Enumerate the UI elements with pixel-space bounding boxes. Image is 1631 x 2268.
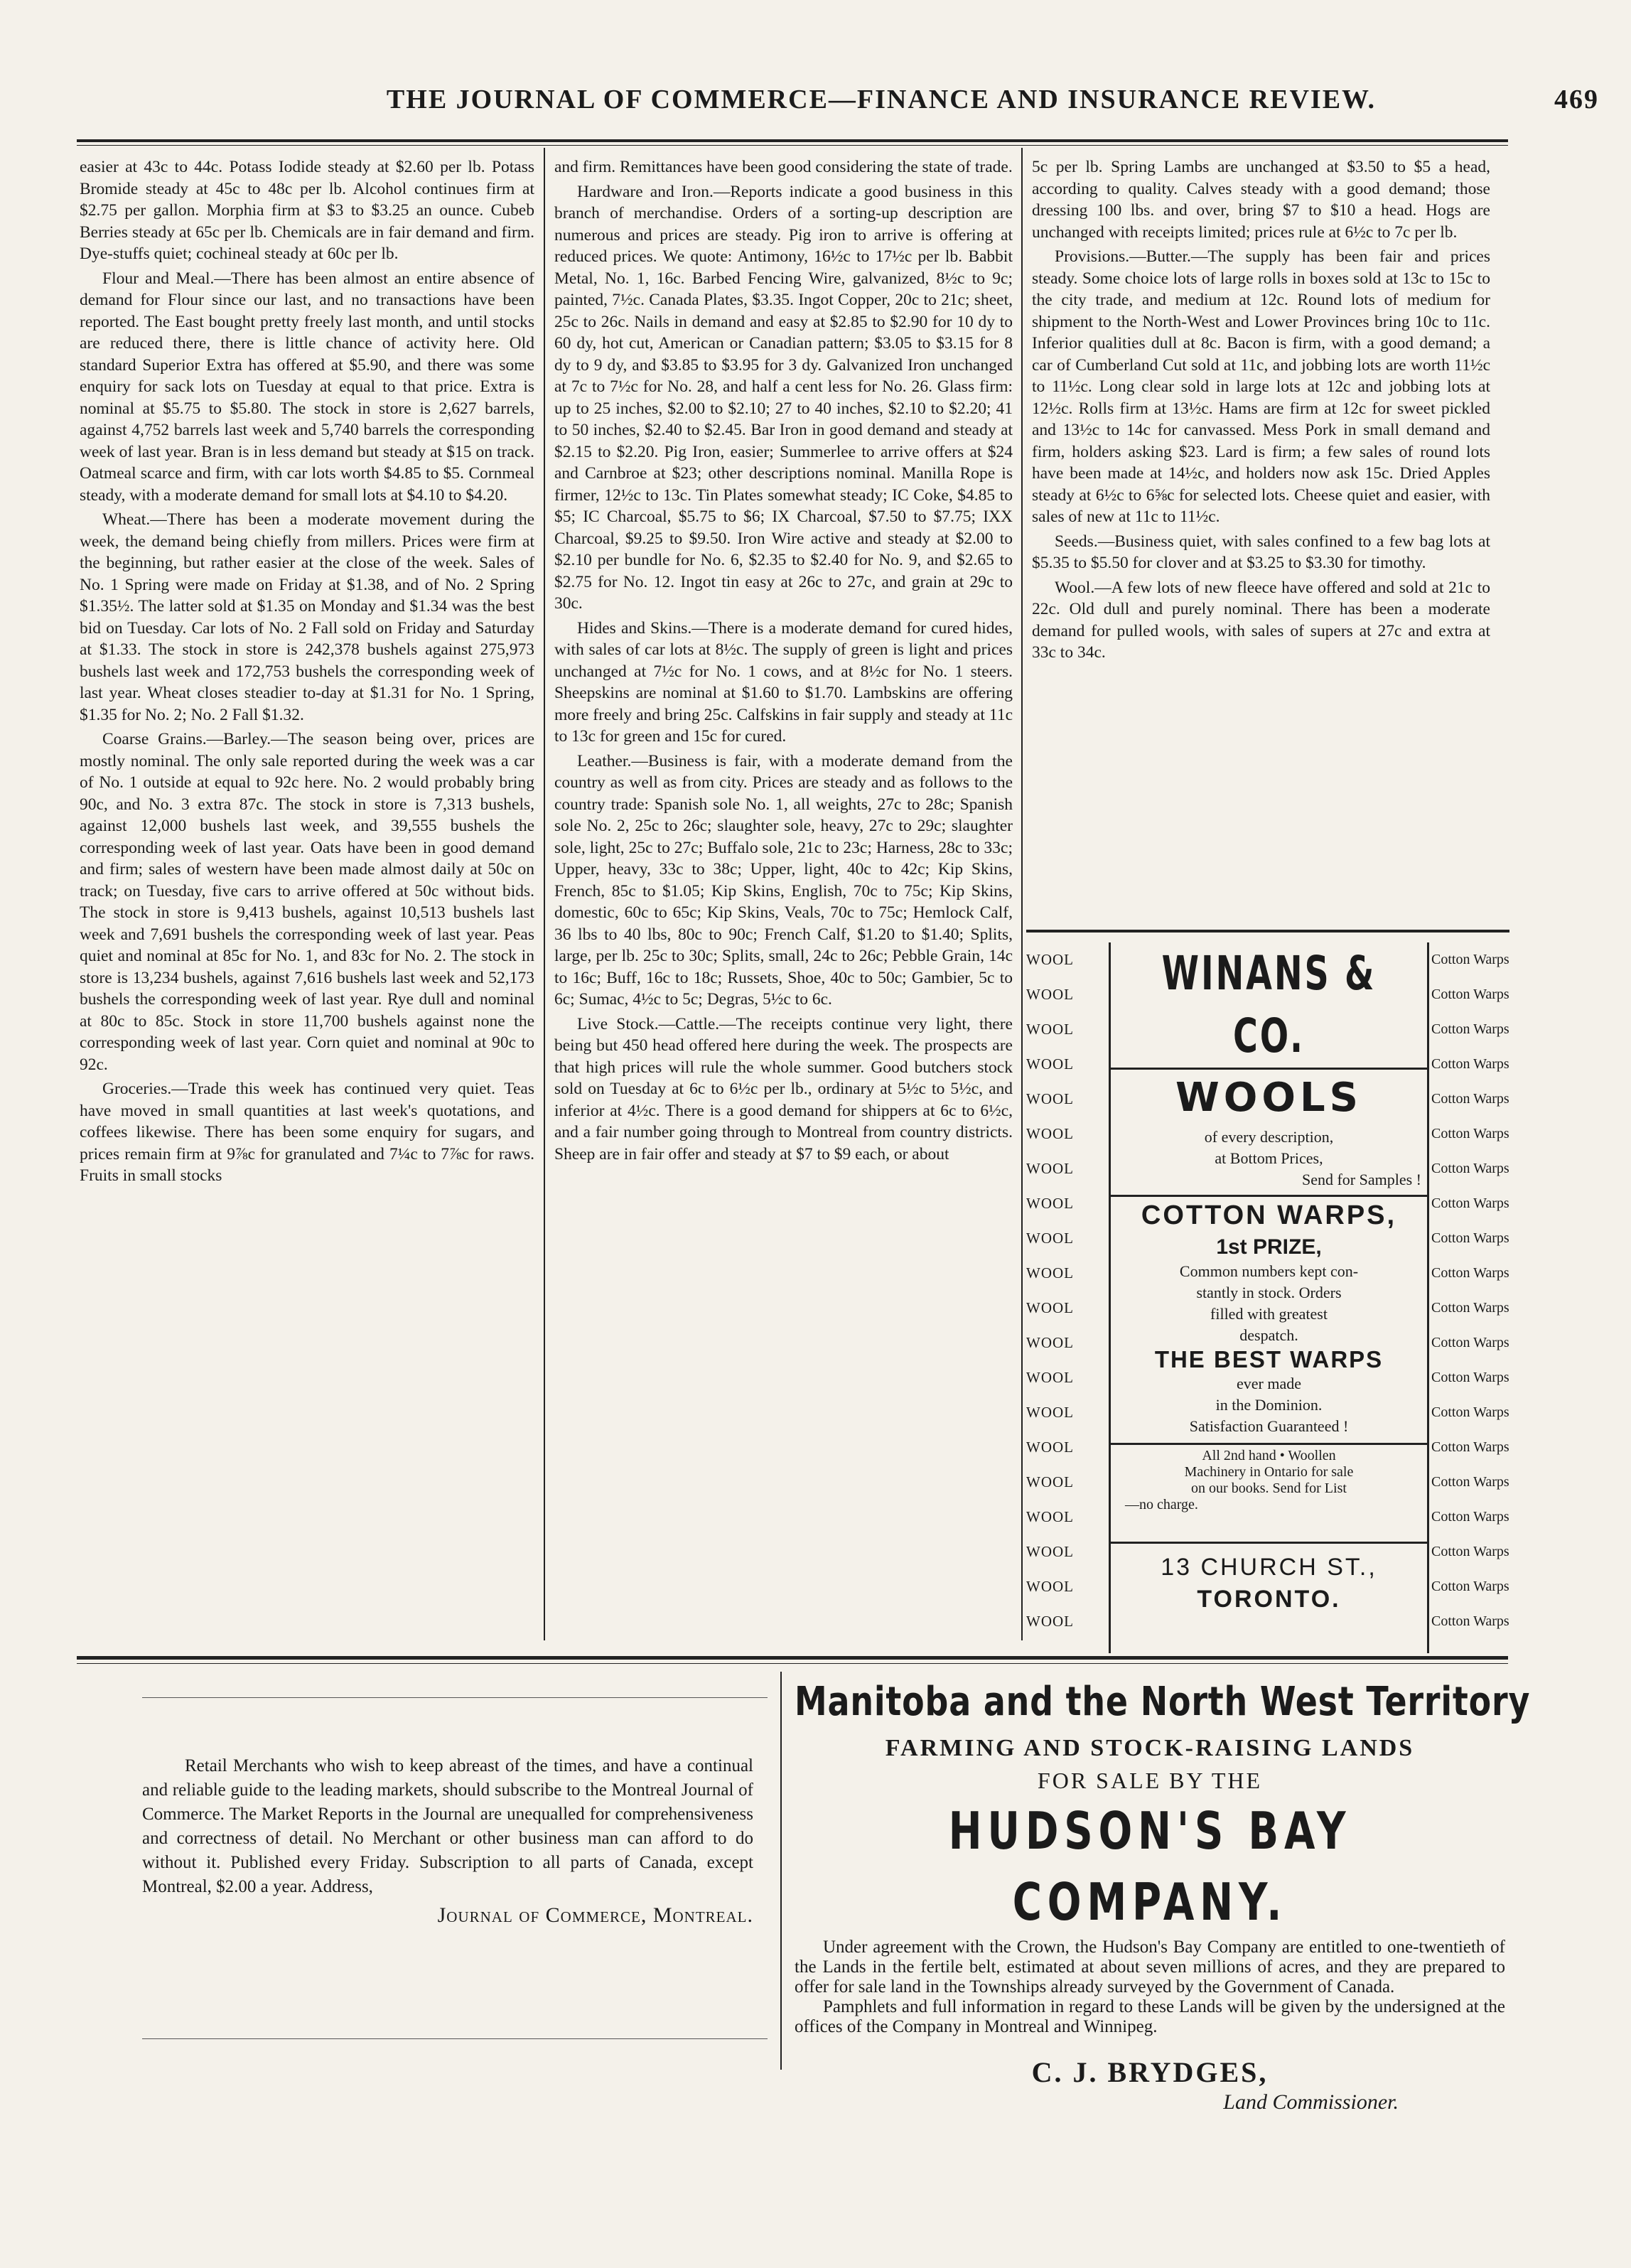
col3-para: 5c per lb. Spring Lambs are unchanged at $3.50 to $5 a head, according to quality. Calves steady with a good demand; those dressing 100 lbs. and over, bring $7 to $10 a head. Hogs are unchanged with receipts limited; prices rule at 6½c to 7c per lb. [1032, 158, 1490, 242]
hbc-signer-title: Land Commissioner. [1223, 2090, 1399, 2114]
address-street: 13 CHURCH ST., [1161, 1554, 1377, 1581]
journal-title: THE JOURNAL OF COMMERCE—FINANCE AND INSURANCE REVIEW. [386, 85, 1377, 114]
numbers-text: Common numbers kept con- [1179, 1262, 1359, 1280]
header-rule [77, 139, 1508, 142]
cotton-warps-label: Cotton Warps [1431, 1404, 1509, 1420]
cotton-warps-label: Cotton Warps [1431, 1370, 1509, 1385]
cotton-warps-label: Cotton Warps [1431, 1439, 1509, 1455]
ad-divider [1111, 1443, 1427, 1445]
hbc-signer: C. J. BRYDGES, [1031, 2056, 1269, 2088]
bottom-section-rule-thin [77, 1663, 1508, 1664]
wool-label: WOOL [1026, 1264, 1074, 1281]
wool-label: WOOL [1026, 1508, 1074, 1525]
wools-heading: WOOLS [1175, 1075, 1362, 1121]
wool-label: WOOL [1026, 1090, 1074, 1107]
page-header [227, 84, 1599, 127]
hbc-company-name: HUDSON'S BAY COMPANY. [948, 1801, 1352, 1932]
col3-para: Wool.—A few lots of new fleece have offered and sold at 21c to 22c. Old dull and purely nominal. There has been a moderate demand for pulled wools, with sales of supers at 27c and extra at 33c to 34c. [1032, 578, 1490, 662]
col1-para: Groceries.—Trade this week has continued very quiet. Teas have moved in small quantities at last week's quotations, and coffees likewise. There has been some enquiry for sugars, and prices remain firm at 9⅞c for granulated and 7¼c to 7⅞c for raws. Fruits in small stocks [80, 1080, 534, 1185]
hudsons-bay-advertisement [795, 1677, 1531, 2114]
wool-label: WOOL [1026, 1473, 1074, 1490]
cotton-warps-label: Cotton Warps [1431, 1613, 1509, 1629]
machinery-text: on our books. Send for List [1191, 1480, 1347, 1496]
wool-label: WOOL [1026, 1160, 1074, 1177]
cotton-warps-label: Cotton Warps [1431, 1091, 1509, 1107]
col3-para: Provisions.—Butter.—The supply has been fair and prices steady. Some choice lots of large rolls in boxes sold at 13c to 15c to the city trade, and medium at 12c. Round lots of medium for shipment to the North-West and Lower Provinces bring 10c to 11c. Inferior qualities dull at 8c. Bacon is firm, with a good demand; a car of Cumberland Cut sold at 11c, and jobbing lots are worth 11½c to 11½c. Long clear sold in large lots at 12c and jobbing lots at 12½c. Rolls firm at 13½c. Hams are firm at 12c for sweet pickled and 13½c to 14c for canvassed. Mess Pork in small demand and firm, holders asking $23. Lard is firm; a few sales of round lots have been made at 14½c, and holders now ask 15c. Dried Apples steady at 6½c to 6⅝c for selected lots. Cheese quiet and easier, with sales of new at 11c to 11½c. [1032, 247, 1490, 526]
wool-label: WOOL [1026, 1334, 1074, 1351]
cotton-warps-label: Cotton Warps [1431, 1300, 1509, 1316]
machinery-text: —no charge. [1125, 1497, 1198, 1512]
column-2 [554, 156, 1013, 1638]
ever-text: in the Dominion. [1215, 1396, 1323, 1414]
journal-ad-text: Retail Merchants who wish to keep abreast of the times, and have a continual and reliable guide to the leading markets, should subscribe to the Montreal Journal of Commerce. The Market Reports in the Journal are unequalled for comprehensiveness and correctness of detail. No Merchant or other business man can afford to do without it. Published every Friday. Subscription to all parts of Canada, except Montreal, $2.00 a year. Address, [142, 1756, 753, 1896]
cotton-warps-label: Cotton Warps [1431, 987, 1509, 1002]
wool-label: WOOL [1026, 951, 1074, 968]
wool-side-column [1026, 942, 1104, 1653]
cotton-warps-heading: COTTON WARPS, [1141, 1200, 1397, 1230]
cotton-warps-label: Cotton Warps [1431, 1230, 1509, 1246]
hbc-paragraph: Pamphlets and full information in regard to these Lands will be given by the undersigned at the offices of the Company in Montreal and Winnipeg. [795, 1997, 1505, 2036]
wool-label: WOOL [1026, 1439, 1074, 1456]
col2-para: and firm. Remittances have been good considering the state of trade. [554, 158, 1013, 176]
cotton-warps-side-column [1431, 942, 1509, 1653]
col1-para: Wheat.—There has been a moderate movement during the week, the demand being chiefly from millers. Prices were firm at the beginning, but rather easier at the close of the week. Sales of No. 1 Spring were made on Friday at $1.38, and of No. 2 Spring $1.35½. The latter sold at $1.35 on Monday and $1.34 was the best bid on Tuesday. Car lots of No. 2 Fall sold on Friday and Saturday at $1.33. The stock in store is 242,378 bushels against 275,973 bushels last week and 172,753 bushels the corresponding week of last year. Wheat closes steadier to-day at $1.31 for No. 1 Spring, $1.35 for No. 2; No. 2 Fall $1.32. [80, 510, 534, 724]
satisfaction-text: Satisfaction Guaranteed ! [1189, 1417, 1349, 1435]
wool-label: WOOL [1026, 1125, 1074, 1142]
wool-label: WOOL [1026, 1613, 1074, 1630]
cotton-warps-label: Cotton Warps [1431, 1126, 1509, 1141]
numbers-text: despatch. [1239, 1326, 1298, 1344]
cotton-warps-label: Cotton Warps [1431, 1335, 1509, 1350]
column-rule-2 [1021, 148, 1023, 1640]
cotton-warps-label: Cotton Warps [1431, 1265, 1509, 1281]
col2-para: Hides and Skins.—There is a moderate demand for cured hides, with sales of car lots at 8½c. The supply of green is light and prices unchanged at 7½c for No. 1 cows, and at 8½c for No. 1 steers. Sheepskins are nominal at $1.60 to $1.70. Lambskins are offering more freely and bring 25c. Calfskins in fair supply and steady at 11c to 13c for green and 15c for cured. [554, 618, 1013, 746]
hbc-subtitle-2: FOR SALE BY THE [1037, 1768, 1263, 1793]
col2-para: Leather.—Business is fair, with a moderate demand from the country as well as from city. Prices are steady and as follows to the country trade: Spanish sole No. 1, all weights, 27c to 28c; Spanish sole No. 2, 25c to 26c; slaughter sole, heavy, 27c to 29c; slaughter sole, light, 25c to 27c; Buffalo sole, 21c to 23c; Harness, 28c to 33c; Upper, heavy, 33c to 38c; Upper, light, 40c to 42c; Kip Skins, French, 85c to $1.05; Kip Skins, English, 70c to 75c; Kip Skins, domestic, 60c to 65c; Kip Skins, Veals, 70c to 75c; Hemlock Calf, 36 lbs to 40 lbs, 80c to 90c; French Calf, $1.20 to $1.40; Splits, large, per lb. 25c to 30c; Splits, small, 24c to 26c; Pebble Grain, 14c to 16c; Buff, 16c to 18c; Russets, Shoe, 40c to 50c; Gambier, 5c to 6c; Sumac, 4½c to 5c; Degras, 5½c to 6c. [554, 751, 1013, 1009]
wools-desc: of every description, [1204, 1128, 1334, 1146]
cotton-warps-label: Cotton Warps [1431, 1056, 1509, 1072]
cotton-warps-label: Cotton Warps [1431, 1161, 1509, 1176]
cotton-warps-label: Cotton Warps [1431, 1509, 1509, 1525]
hbc-subtitle: FARMING AND STOCK-RAISING LANDS [885, 1735, 1415, 1761]
column-1 [80, 156, 534, 1638]
wool-label: WOOL [1026, 1299, 1074, 1316]
cotton-warps-label: Cotton Warps [1431, 1544, 1509, 1559]
company-name: WINANS & CO. [1161, 946, 1377, 1063]
cotton-warps-label: Cotton Warps [1431, 952, 1509, 967]
col1-para: easier at 43c to 44c. Potass Iodide steady at $2.60 per lb. Potass Bromide steady at 45c to 48c per lb. Alcohol continues firm at $2.75 per gallon. Morphia firm at $3 to $3.25 an ounce. Cubeb Berries steady at 65c per lb. Chemicals are in fair demand and firm. Dye-stuffs quiet; cochineal steady at 60c per lb. [80, 158, 534, 263]
best-warps-heading: THE BEST WARPS [1154, 1346, 1384, 1372]
hbc-paragraph: Under agreement with the Crown, the Hudson's Bay Company are entitled to one-twentieth of the Lands in the fertile belt, estimated at about seven millions of acres, and they are prepared to offer for sale land in the Townships already surveyed by the Government of Canada. [795, 1938, 1505, 1996]
wool-label: WOOL [1026, 1369, 1074, 1386]
journal-ad-top-rule [142, 1697, 768, 1698]
wool-label: WOOL [1026, 1195, 1074, 1212]
machinery-text: Machinery in Ontario for sale [1184, 1464, 1354, 1480]
cotton-warps-label: Cotton Warps [1431, 1579, 1509, 1594]
col2-para: Live Stock.—Cattle.—The receipts continue very light, there being but 450 head offered here during the week. The prospects are that high prices will rule the whole summer. Good butchers stock sold on Tuesday at 6c to 6½c per lb., ordinary at 5½c to 5½c, and inferior at 4½c. There is a good demand for shippers at 6c to 6½c, and a fair number going through to Montreal from country districts. Sheep are in fair offer and steady at $7 to $9 each, or about [554, 1014, 1013, 1163]
wool-label: WOOL [1026, 1021, 1074, 1038]
wool-label: WOOL [1026, 1578, 1074, 1595]
col1-para: Coarse Grains.—Barley.—The season being over, prices are mostly nominal. The only sale reported during the week was a car of No. 1 outside at equal to 92c here. No. 2 would probably bring 90c, and No. 3 extra 87c. The stock in store is 7,313 bushels, against 12,000 bushels last week, and 39,555 bushels the corresponding week of last year. Oats have been in good demand and firm; sales of western have been made almost daily at 50c on track; on Tuesday, five cars to arrive offered at 50c without bids. The stock in store is 9,413 bushels, against 10,513 bushels last week and 7,691 bushels the corresponding week of last year. Peas quiet and nominal at 85c for No. 1, and 83c for No. 2. The stock in store is 13,234 bushels, against 7,616 bushels last week and 52,173 bushels the corresponding week of last year. Rye dull and nominal at 80c to 85c. Stock in store 11,700 bushels against none the corresponding week of last year. Corn quiet and nominal at 90c to 92c. [80, 730, 534, 1074]
wool-label: WOOL [1026, 1055, 1074, 1073]
winans-center-panel [1109, 942, 1429, 1653]
wools-desc: at Bottom Prices, [1215, 1149, 1323, 1167]
page-number: 469 [1554, 85, 1599, 114]
wools-desc: Send for Samples ! [1301, 1171, 1421, 1188]
cotton-warps-label: Cotton Warps [1431, 1195, 1509, 1211]
ad-top-rule [1026, 930, 1509, 933]
journal-subscription-ad [142, 1754, 753, 1928]
hbc-body [795, 1938, 1505, 2037]
ad-divider [1111, 1542, 1427, 1544]
ever-text: ever made [1237, 1375, 1301, 1392]
winans-advertisement [1026, 942, 1509, 1653]
col3-para: Seeds.—Business quiet, with sales confined to a few bag lots at $5.35 to $5.50 for clover and at $3.25 to $3.30 for timothy. [1032, 532, 1490, 572]
column-3 [1032, 156, 1490, 910]
wool-label: WOOL [1026, 986, 1074, 1003]
col2-para: Hardware and Iron.—Reports indicate a good business in this branch of merchandise. Orders of a sorting-up description are numerous and prices are steady. Pig iron to arrive is offering at reduced prices. We quote: Antimony, 16½c to 17½c per lb. Babbit Metal, No. 1, 16c. Barbed Fencing Wire, galvanized, 8½c to 9c; painted, 7½c. Canada Plates, $3.35. Ingot Copper, 20c to 21c; sheet, 25c to 26c. Nails in demand and easy at $2.85 to $2.90 for 10 dy to 60 dy, hot cut, American or Canadian pattern; $3.05 to $3.15 for 8 dy to 9 dy, and $3.85 to $3.95 for 3 dy. Galvanized Iron unchanged at 7c to 7½c for No. 28, and half a cent less for No. 26. Glass firm: up to 25 inches, $2.00 to $2.10; 27 to 40 inches, $2.10 to $2.20; 41 to 50 inches, $2.40 to $2.45. Bar Iron in good demand and steady at $2.15 to $2.20. Pig Iron, easier; Summerlee to arrive offers at $24 and Carnbroe at $23; other descriptions nominal. Manilla Rope is firmer, 12½c to 13c. Tin Plates somewhat steady; IC Coke, $4.85 to $5; IC Charcoal, $5.75 to $6; IX Charcoal, $7.50 to $7.75; IXX Charcoal, $9.25 to $9.50. Iron Wire active and steady at $2.00 to $2.10 per bundle for No. 6, $2.35 to $2.40 for No. 9, and $2.65 to $2.75 for No. 12. Ingot tin easy at 26c to 27c, and grain at 29c to 30c. [554, 182, 1013, 613]
cotton-warps-label: Cotton Warps [1431, 1474, 1509, 1490]
address-city: TORONTO. [1197, 1586, 1341, 1613]
header-rule-thin [77, 145, 1508, 146]
wool-label: WOOL [1026, 1230, 1074, 1247]
column-rule-1 [544, 148, 545, 1640]
numbers-text: filled with greatest [1210, 1305, 1328, 1323]
journal-ad-bottom-rule [142, 2038, 768, 2039]
machinery-text: All 2nd hand • Woollen [1202, 1448, 1336, 1463]
bottom-vertical-rule [780, 1672, 782, 2070]
wool-label: WOOL [1026, 1404, 1074, 1421]
wool-label: WOOL [1026, 1543, 1074, 1560]
col1-para: Flour and Meal.—There has been almost an entire absence of demand for Flour since our last, and no transactions have been reported. The East bought pretty freely last month, and until stocks are reduced there, there is little chance of activity here. Old standard Superior Extra has offered at $5.90, and there was some enquiry for sack lots on Tuesday at equal to that price. Extra is nominal at $5.75 to $5.80. The stock in store is 2,627 barrels, against 4,752 barrels last week and 5,740 barrels the corresponding week of last year. Bran is in less demand but steady at $15 on track. Oatmeal scarce and firm, with car lots worth $4.85 to $5. Cornmeal steady, with a moderate demand for small lots at $4.10 to $4.20. [80, 269, 534, 505]
cotton-warps-label: Cotton Warps [1431, 1021, 1509, 1037]
journal-ad-signature: Journal of Commerce, Montreal. [437, 1903, 753, 1927]
numbers-text: stantly in stock. Orders [1196, 1284, 1342, 1301]
bottom-section-rule [77, 1656, 1508, 1660]
prize-label: 1st PRIZE, [1216, 1235, 1322, 1259]
hbc-title: Manitoba and the North West Territory [795, 1679, 1531, 1725]
